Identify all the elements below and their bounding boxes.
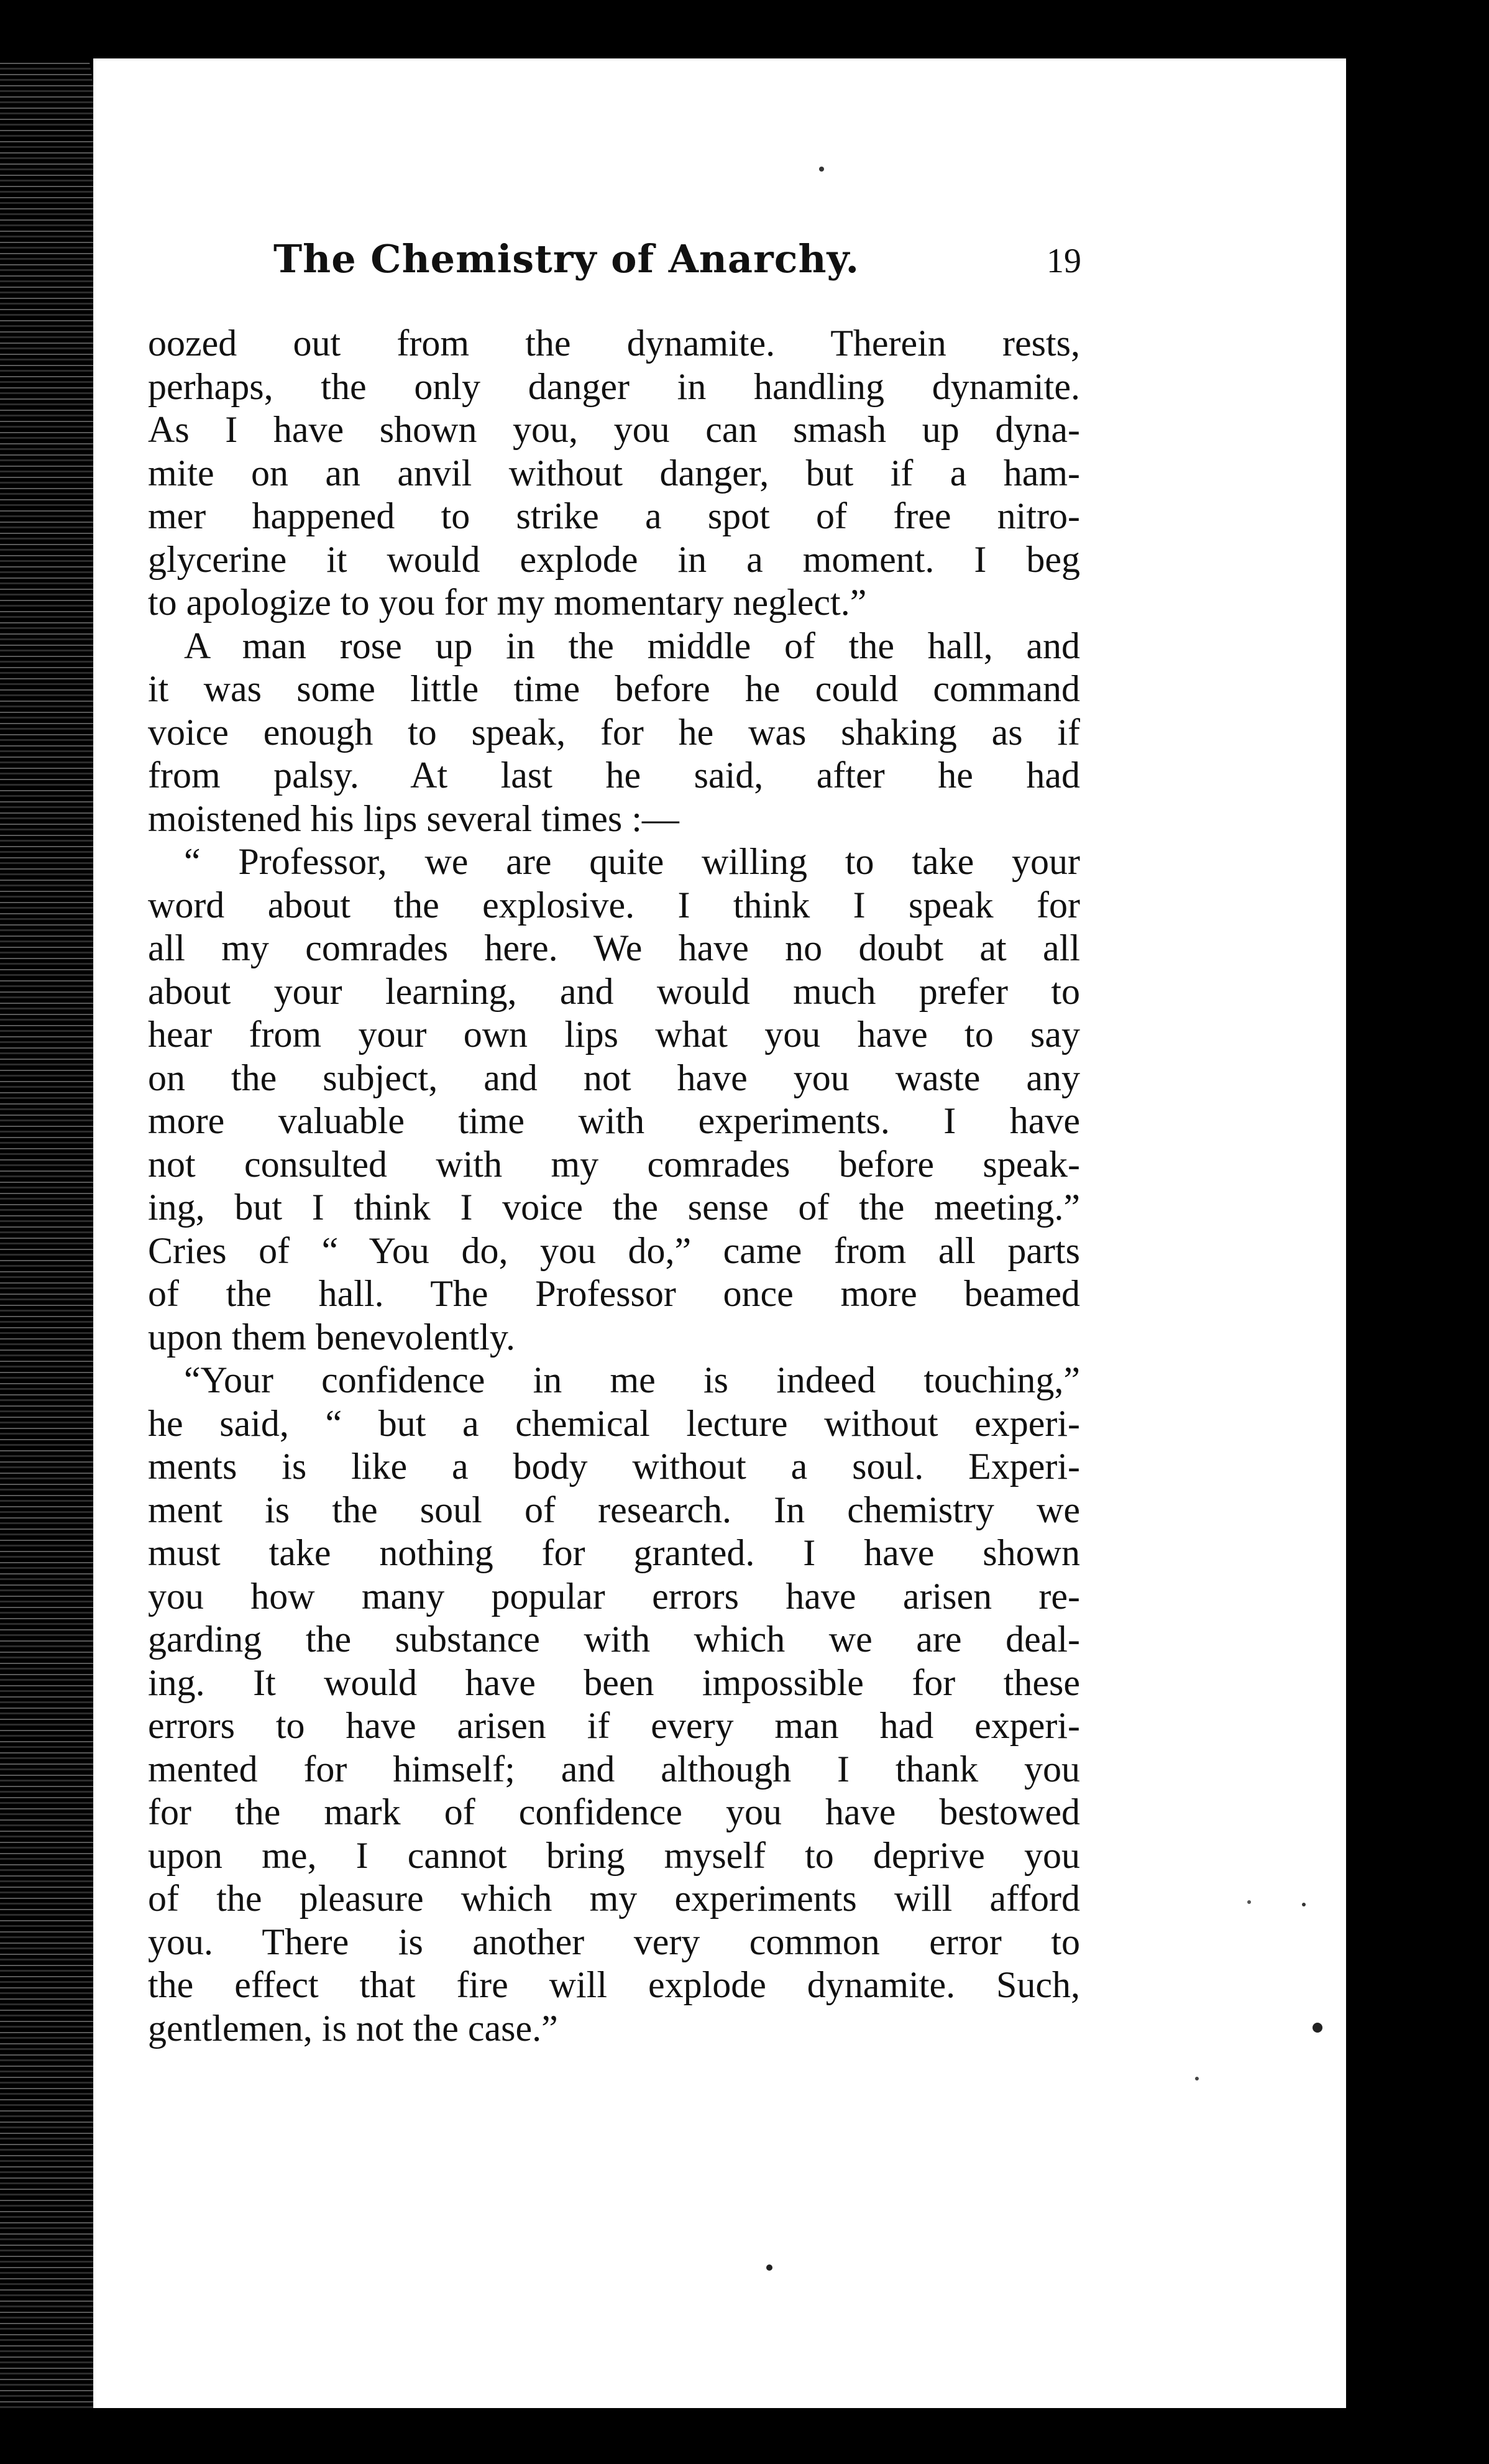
- text-line: errors to have arisen if every man had experi-: [148, 1705, 1080, 1746]
- text-line: more valuable time with experiments. I have: [148, 1100, 1080, 1141]
- text-line: A man rose up in the middle of the hall, and: [184, 625, 1080, 666]
- text-line: of the hall. The Professor once more beamed: [148, 1273, 1080, 1314]
- text-line: of the pleasure which my experiments will afford: [148, 1878, 1080, 1919]
- text-line: glycerine it would explode in a moment. I beg: [148, 538, 1080, 580]
- text-line: not consulted with my comrades before speak-: [148, 1143, 1080, 1185]
- text-line: ments is like a body without a soul. Experi-: [148, 1446, 1080, 1487]
- scan-border-bottom: [0, 2408, 1489, 2464]
- text-line: from palsy. At last he said, after he had: [148, 755, 1080, 796]
- text-line: ment is the soul of research. In chemistry we: [148, 1489, 1080, 1530]
- text-line: As I have shown you, you can smash up dyna-: [148, 409, 1080, 450]
- text-line: for the mark of confidence you have bestowed: [148, 1791, 1080, 1832]
- text-line: “Your confidence in me is indeed touching,”: [184, 1359, 1080, 1400]
- text-line: “ Professor, we are quite willing to take your: [184, 841, 1080, 882]
- text-line: mer happened to strike a spot of free nitro-: [148, 495, 1080, 536]
- text-line: Cries of “ You do, you do,” came from all parts: [148, 1230, 1080, 1271]
- text-line: you. There is another very common error to: [148, 1921, 1080, 1962]
- text-line: ing, but I think I voice the sense of the meeting.”: [148, 1187, 1080, 1228]
- text-line: the effect that fire will explode dynamite. Such,: [148, 1964, 1080, 2005]
- text-line: about your learning, and would much prefer to: [148, 970, 1080, 1012]
- running-title: The Chemistry of Anarchy.: [273, 236, 860, 282]
- text-line: mite on an anvil without danger, but if a ham-: [148, 452, 1080, 494]
- text-line: he said, “ but a chemical lecture without experi-: [148, 1402, 1080, 1444]
- text-line: it was some little time before he could command: [148, 668, 1080, 709]
- page-number: 19: [1047, 242, 1081, 280]
- text-line: mented for himself; and although I thank you: [148, 1748, 1080, 1790]
- text-line: upon me, I cannot bring myself to deprive you: [148, 1834, 1080, 1876]
- page-header: [273, 236, 1081, 305]
- text-line: must take nothing for granted. I have shown: [148, 1532, 1080, 1573]
- text-line: word about the explosive. I think I speak for: [148, 884, 1080, 926]
- text-line: voice enough to speak, for he was shaking as if: [148, 711, 1080, 753]
- body-text: [148, 322, 1080, 2050]
- text-line: moistened his lips several times :—: [148, 798, 679, 839]
- text-line: to apologize to you for my momentary neglect.”: [148, 582, 867, 623]
- text-line: hear from your own lips what you have to say: [148, 1014, 1080, 1055]
- text-line: all my comrades here. We have no doubt at all: [148, 927, 1080, 968]
- text-line: ing. It would have been impossible for these: [148, 1662, 1080, 1703]
- scan-border-right: [1346, 0, 1489, 2464]
- text-line: you how many popular errors have arisen re-: [148, 1575, 1080, 1617]
- text-line: perhaps, the only danger in handling dynamite.: [148, 365, 1080, 407]
- text-line: on the subject, and not have you waste any: [148, 1057, 1080, 1098]
- text-line: upon them benevolently.: [148, 1316, 515, 1358]
- text-line: garding the substance with which we are deal-: [148, 1619, 1080, 1660]
- text-line: oozed out from the dynamite. Therein rests,: [148, 323, 1080, 364]
- text-line: gentlemen, is not the case.”: [148, 2007, 558, 2049]
